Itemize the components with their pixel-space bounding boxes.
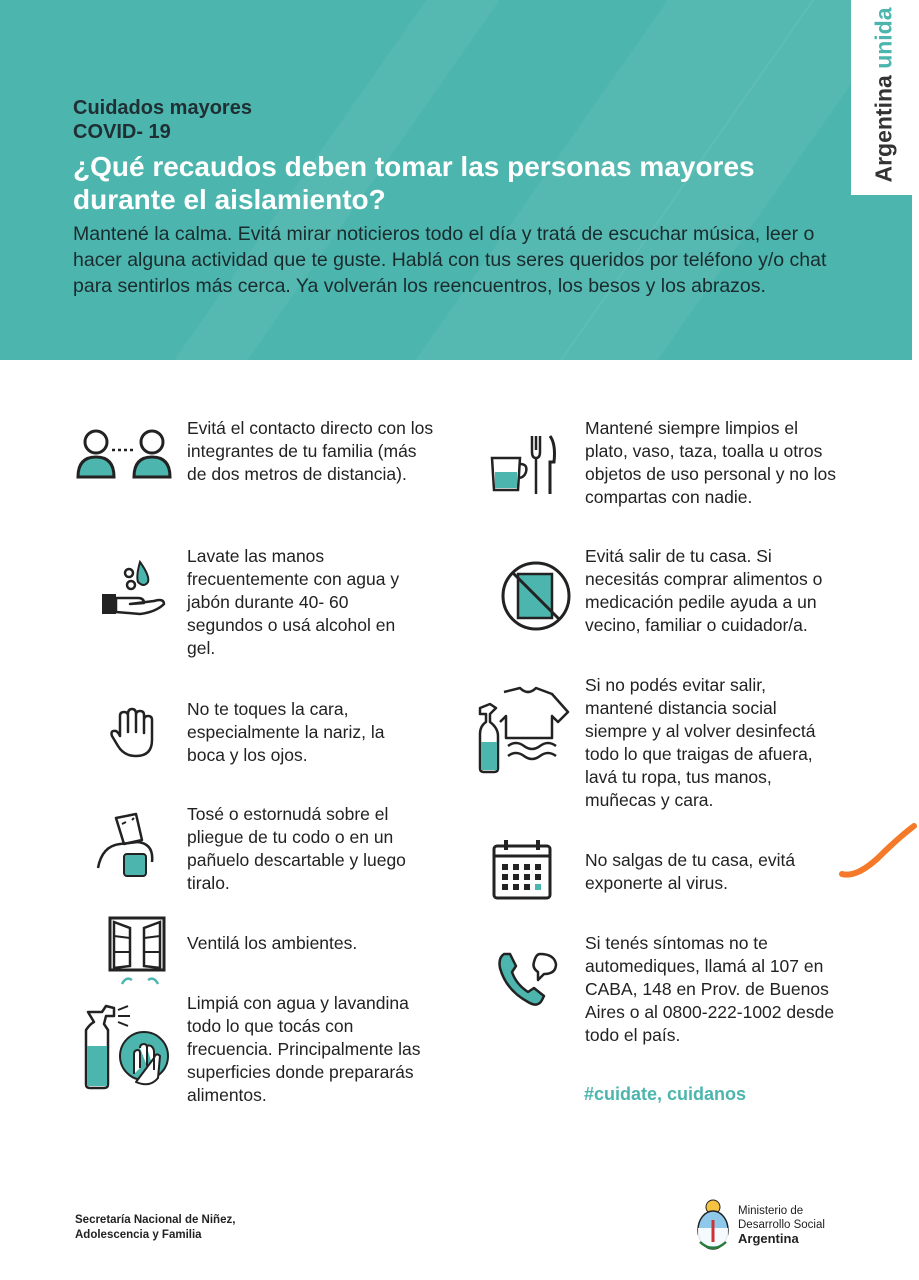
tip-handwash: Lavate las manos frecuentemente con agua y jabón durante 40- 60 segundos o usá alcohol en gel. [187,546,400,658]
secretaria-label: Secretaría Nacional de Niñez, Adolescencia y Familia [75,1214,236,1241]
coat-of-arms-icon [694,1198,732,1254]
hashtag: #cuidate, cuidanos [584,1084,747,1104]
people-distance-icon [76,425,172,481]
tip-disinfect: Si no podés evitar salir, mantené distancia social siempre y al volver desinfectá todo lo que traigas de afuera, lavá tu ropa, tus manos, muñecas y cara. [585,675,816,810]
brand-word-1: Argentina [870,75,897,183]
hand-wash-icon [100,558,168,618]
cough-elbow-icon [94,810,160,880]
hand-stop-icon [110,706,154,758]
calendar-icon [492,838,552,900]
tip-stay-home: Evitá salir de tu casa. Si necesitás comprar alimentos o medicación pedile ayuda a un vecino, familiar o cuidador/a. [585,546,823,635]
ministry-line-1: Ministerio de [738,1205,804,1217]
tip-clean: Limpiá con agua y lavandina todo lo que tocás con frecuencia. Principalmente las superficies donde prepararás alimentos. [187,993,421,1105]
ministry-line-2: Desarrollo Social [738,1219,825,1231]
no-exit-door-icon [500,560,572,632]
cleaning-spray-icon [84,1002,174,1090]
brand-logo [871,7,898,182]
kicker-line-1: Cuidados mayores [73,97,252,119]
tip-face: No te toques la cara, especialmente la nariz, la boca y los ojos. [187,699,385,765]
page-title: ¿Qué recaudos deben tomar las personas mayores durante el aislamiento? [73,151,755,215]
kicker-line-2: COVID- 19 [73,121,171,143]
tip-symptoms: Si tenés síntomas no te automediques, llamá al 107 en CABA, 148 en Prov. de Buenos Aires o al 0800-222-1002 desde todo el país. [585,933,835,1045]
pen-mark [838,822,918,882]
cup-cutlery-icon [490,432,560,496]
clothes-disinfect-icon [476,686,572,774]
intro-text: Mantené la calma. Evitá mirar noticieros todo el día y tratá de escuchar música, leer o hacer alguna actividad que te guste. Hablá con tus seres queridos por teléfono y/o chat para sentirlos más cerca. Ya volverán los reencuentros, los besos y los abrazos. [73,223,827,297]
window-icon [108,916,166,988]
tip-ventilate: Ventilá los ambientes. [187,933,358,953]
ministry-country: Argentina [738,1231,799,1246]
kicker [73,96,252,144]
ministry-logo [738,1204,825,1246]
brand-word-2: unida [870,7,897,69]
tip-cough: Tosé o estornudá sobre el pliegue de tu codo o en un pañuelo descartable y luego tiralo. [187,804,406,893]
tip-no-exposure: No salgas de tu casa, evitá exponerte al virus. [585,850,796,893]
phone-chat-icon [496,950,560,1008]
tip-personal-objects: Mantené siempre limpios el plato, vaso, taza, toalla u otros objetos de uso personal y no los compartas con nadie. [585,418,836,507]
tip-contact: Evitá el contacto directo con los integrantes de tu familia (más de dos metros de distancia). [187,418,434,484]
